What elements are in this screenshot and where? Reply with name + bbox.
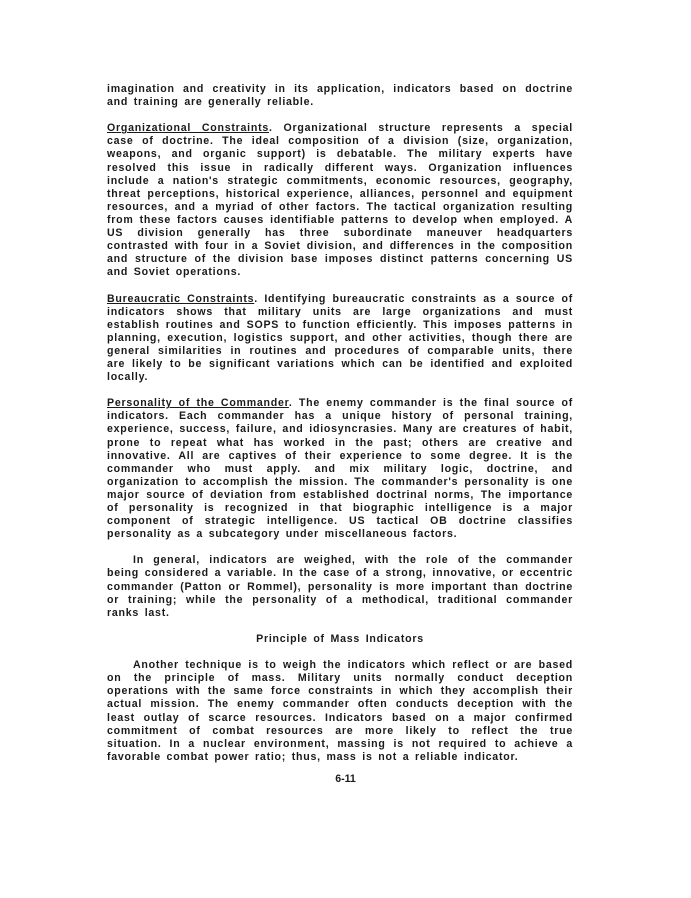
paragraph-bureaucratic-constraints	[107, 293, 573, 385]
paragraph-mass-indicators	[107, 659, 573, 764]
paragraph-indicators-weighed	[107, 554, 573, 619]
paragraph-text: In general, indicators are weighed, with the role of the commander being considered a variable. In the case of a strong, innovative, or eccentric commander (Patton or Rommel), personality is more important than doctrine or training; while the personality of a methodical, traditional commander ranks last.	[107, 554, 573, 619]
paragraph-text: imagination and creativity in its application, indicators based on doctrine and training are generally reliable.	[107, 83, 573, 109]
run-in-heading: Personality of the Commander	[107, 397, 289, 410]
paragraph-doctrine-conclusion	[107, 83, 573, 109]
run-in-heading: Organizational Constraints	[107, 122, 269, 135]
paragraph-personality-of-commander	[107, 397, 573, 541]
paragraph-text: . Organizational structure represents a special case of doctrine. The ideal composition of a division (size, organization, weapons, and organic support) is debatable. The military experts have resolved this issue in radically different ways. Organization influences include a nation's strategic commitments, economic resources, geography, threat perceptions, historical experience, alliances, personnel and equipment resources, and a myriad of other factors. The tactical organization resulting from these factors causes identifiable patterns to develop when employed. A US division generally has three subordinate maneuver headquarters contrasted with four in a Soviet division, and differences in the composition and structure of the division base imposes distinct patterns concerning US and Soviet operations.	[107, 122, 573, 279]
section-title: Principle of Mass Indicators	[256, 632, 424, 645]
paragraph-text: . The enemy commander is the final source of indicators. Each commander has a unique history of personal training, experience, success, failure, and idiosyncrasies. Many are creatures of habit, prone to repeat what has worked in the past; others are creative and innovative. All are captives of their experience to some degree. It is the commander who must apply. and mix military logic, doctrine, and organization to accomplish the mission. The commander's personality is one major source of deviation from established doctrinal norms, The importance of personality is recognized in that biographic intelligence is a major component of strategic intelligence. US tactical OB doctrine classifies personality as a subcategory under miscellaneous factors.	[107, 397, 573, 541]
run-in-heading: Bureaucratic Constraints	[107, 292, 255, 305]
page-number: 6-11	[335, 773, 356, 785]
document-page	[107, 83, 573, 777]
paragraph-organizational-constraints	[107, 122, 573, 279]
paragraph-text: . Identifying bureaucratic constraints as a source of indicators shows that military units are large organizations and must establish routines and SOPS to function efficiently. This imposes patterns in planning, execution, logistics support, and other activities, though there are general similarities in routines and procedures of comparable units, there are likely to be significant variations which can be identified and exploited locally.	[107, 292, 573, 384]
paragraph-text: Another technique is to weigh the indicators which reflect or are based on the principle of mass. Military units normally conduct deception operations with the same force constraints in which they accomplish their actual mission. The enemy commander often conducts deception with the least outlay of scarce resources. Indicators based on a major confirmed commitment of combat resources are more likely to reflect the true situation. In a nuclear environment, massing is not required to achieve a favorable combat power ratio; thus, mass is not a reliable indicator.	[107, 659, 573, 763]
